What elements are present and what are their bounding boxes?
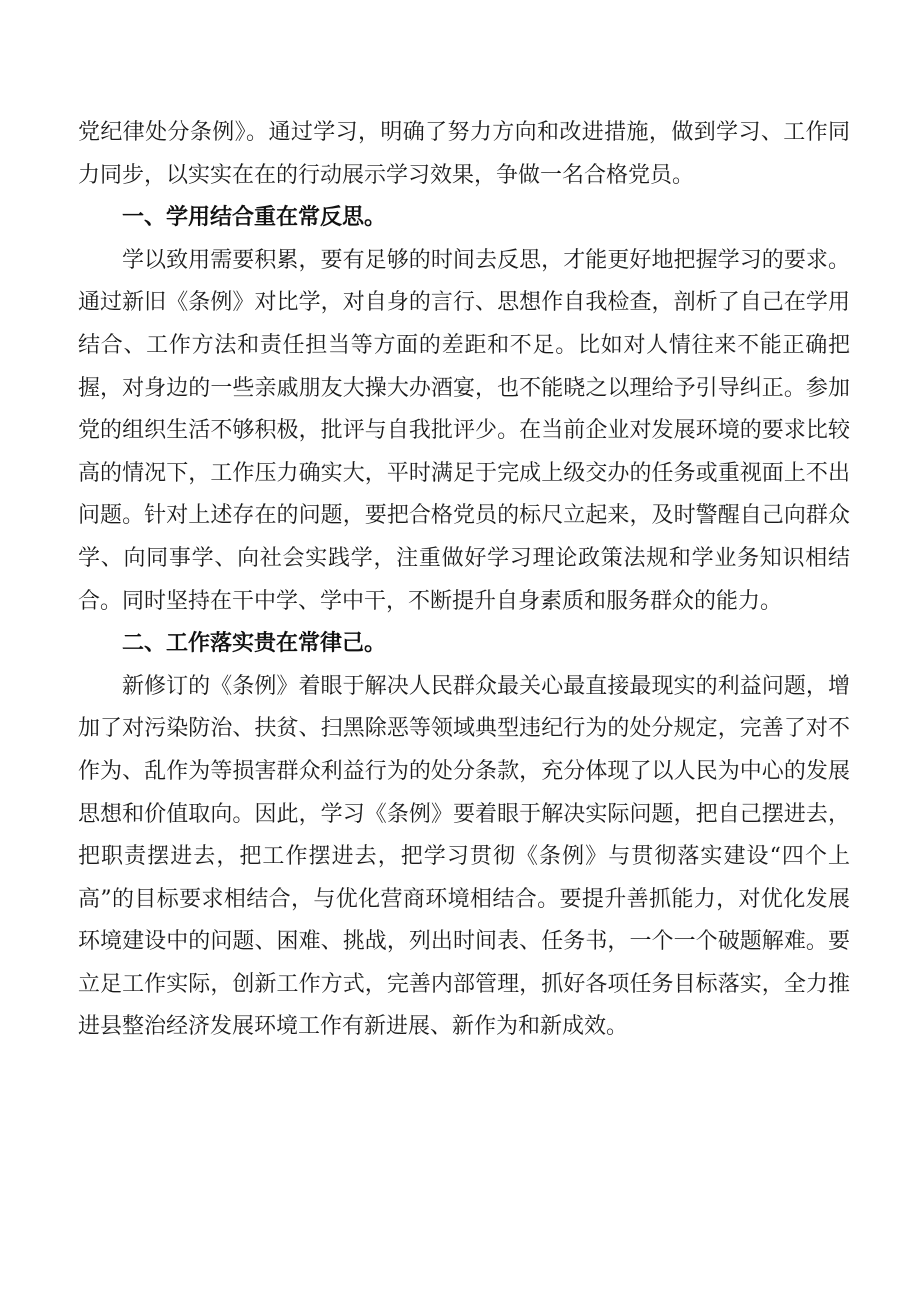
section-2-paragraph: 新修订的《条例》着眼于解决人民群众最关心最直接最现实的利益问题，增加了对污染防治、扶贫、扫黑除恶等领域典型违纪行为的处分规定，完善了对不作为、乱作为等损害群众利益行为的处分条款，充分体现了以人民为中心的发展思想和价值取向。因此，学习《条例》要着眼于解决实际问题，把自己摆进去，把职责摆进去，把工作摆进去，把学习贯彻《条例》与贯彻落实建设“四个上高”的目标要求相结合，与优化营商环境相结合。要提升善抓能力，对优化发展环境建设中的问题、困难、挑战，列出时间表、任务书，一个一个破题解难。要立足工作实际，创新工作方式，完善内部管理，抓好各项任务目标落实，全力推进县整治经济发展环境工作有新进展、新作为和新成效。 xyxy=(78,673,850,1040)
section-heading-2: 二、工作落实贵在常律己。 xyxy=(122,631,387,657)
document-body xyxy=(78,112,850,1049)
section-heading-1: 一、学用结合重在常反思。 xyxy=(122,205,387,231)
intro-paragraph: 党纪律处分条例》。通过学习，明确了努力方向和改进措施，做到学习、工作同力同步，以实实在在的行动展示学习效果，争做一名合格党员。 xyxy=(78,120,850,188)
section-1-paragraph: 学以致用需要积累，要有足够的时间去反思，才能更好地把握学习的要求。通过新旧《条例》对比学，对自身的言行、思想作自我检查，剖析了自己在学用结合、工作方法和责任担当等方面的差距和不足。比如对人情往来不能正确把握，对身边的一些亲戚朋友大操大办酒宴，也不能晓之以理给予引导纠正。参加党的组织生活不够积极，批评与自我批评少。在当前企业对发展环境的要求比较高的情况下，工作压力确实大，平时满足于完成上级交办的任务或重视面上不出问题。针对上述存在的问题，要把合格党员的标尺立起来，及时警醒自己向群众学、向同事学、向社会实践学，注重做好学习理论政策法规和学业务知识相结合。同时坚持在干中学、学中干，不断提升自身素质和服务群众的能力。 xyxy=(78,247,850,614)
